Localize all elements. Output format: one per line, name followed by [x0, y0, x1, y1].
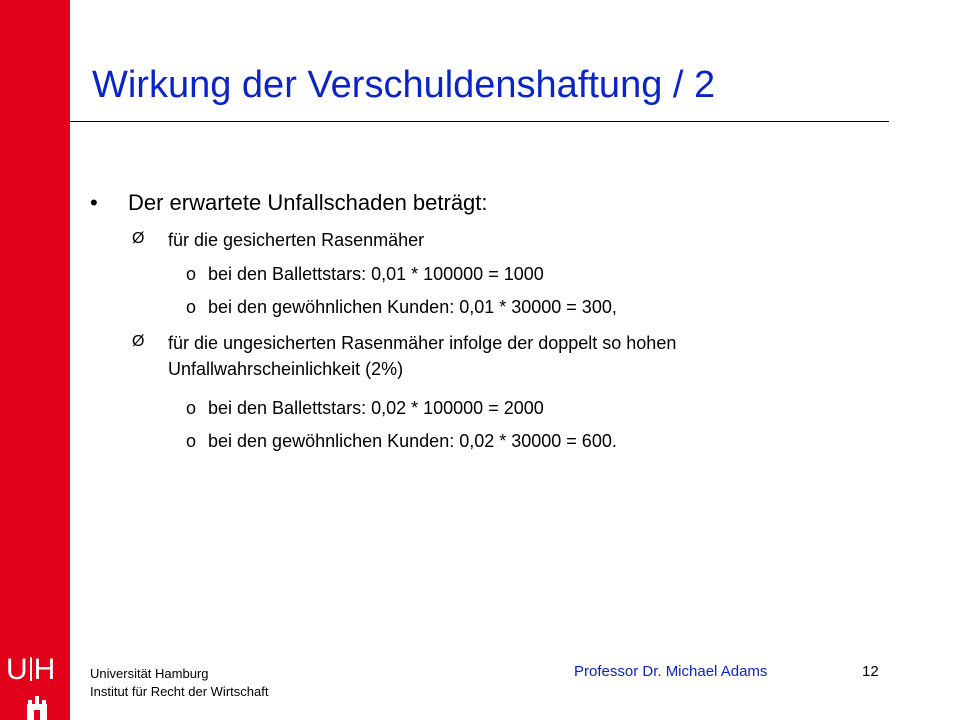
- page-number: 12: [862, 663, 879, 680]
- logo-separator: [30, 657, 32, 681]
- arrow-item-text-continued: Unfallwahrscheinlichkeit (2%): [168, 359, 404, 380]
- sub-item: [186, 296, 617, 319]
- institute-name: Institut für Recht der Wirtschaft: [90, 683, 269, 699]
- university-name: Universität Hamburg: [90, 666, 209, 681]
- sub-item: [186, 263, 544, 286]
- sidebar-brand-bar: [0, 0, 70, 720]
- logo-letter-h: H: [33, 653, 56, 686]
- uhh-logo: [6, 655, 55, 685]
- arrow-marker-icon: Ø: [132, 333, 145, 350]
- logo-letter-u: U: [6, 653, 28, 686]
- footer-university: [90, 665, 268, 700]
- arrow-item-unsecured: [132, 330, 676, 382]
- sub-item-text: bei den gewöhnlichen Kunden: 0,01 * 30000 = 300,: [208, 297, 617, 317]
- sub-marker: o: [186, 264, 197, 284]
- sub-item: [186, 397, 544, 420]
- arrow-item-secured: [132, 227, 424, 253]
- bullet-marker: •: [90, 190, 98, 215]
- arrow-marker-icon: Ø: [132, 230, 145, 247]
- sub-item-text: bei den Ballettstars: 0,01 * 100000 = 1000: [208, 264, 544, 284]
- title-divider: [70, 121, 889, 122]
- arrow-item-text: für die ungesicherten Rasenmäher infolge der doppelt so hohen: [168, 333, 677, 353]
- sub-marker: o: [186, 398, 197, 418]
- sub-item-text: bei den Ballettstars: 0,02 * 100000 = 2000: [208, 398, 544, 418]
- sub-marker: o: [186, 431, 197, 451]
- bullet-main: [90, 190, 488, 216]
- sub-item-text: bei den gewöhnlichen Kunden: 0,02 * 30000 = 600.: [208, 431, 617, 451]
- bullet-main-text: Der erwartete Unfallschaden beträgt:: [128, 190, 488, 215]
- sub-marker: o: [186, 297, 197, 317]
- slide-title: Wirkung der Verschuldenshaftung / 2: [92, 64, 716, 106]
- hamburg-seal-icon: [22, 690, 52, 720]
- arrow-item-text: für die gesicherten Rasenmäher: [168, 230, 425, 250]
- sub-item: [186, 430, 617, 453]
- footer-professor: Professor Dr. Michael Adams: [574, 663, 768, 680]
